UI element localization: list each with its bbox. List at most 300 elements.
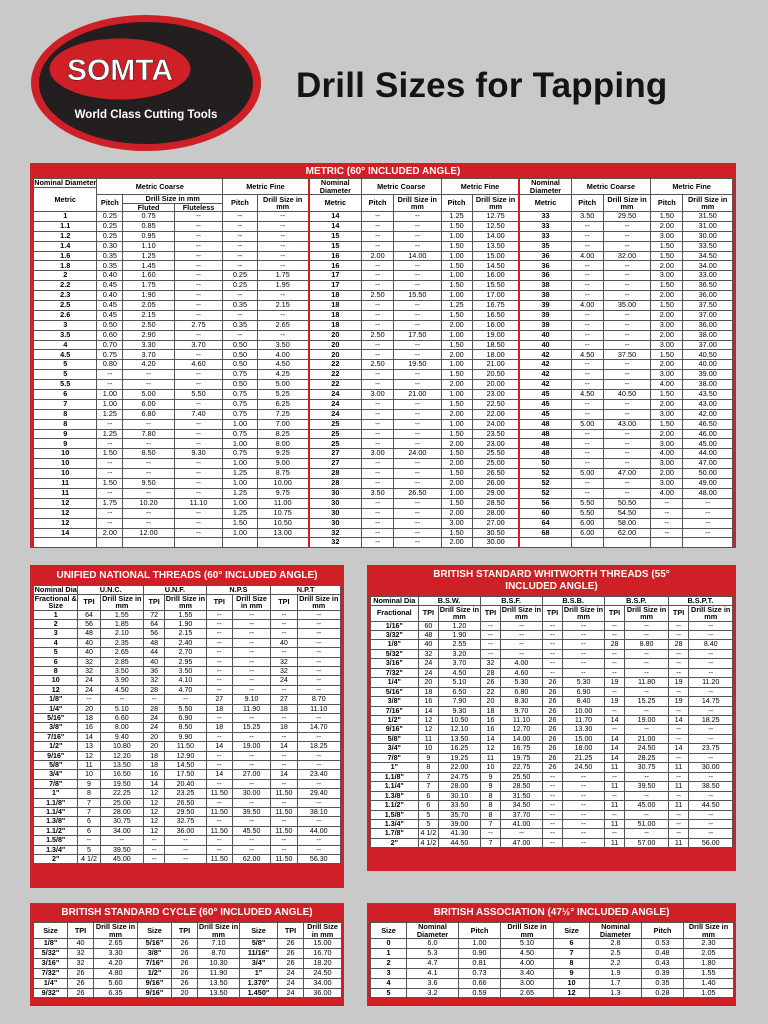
table-cell: 1.25 (97, 429, 123, 439)
unified-table (33, 585, 341, 864)
table-cell: 2.00 (651, 429, 683, 439)
table-cell: -- (232, 666, 270, 675)
table-cell: 5.60 (94, 978, 138, 988)
table-cell: -- (361, 479, 393, 489)
table-cell: 18 (309, 301, 362, 311)
table-cell: -- (174, 330, 222, 340)
table-cell: 32 (309, 538, 362, 548)
table-cell: 10.75 (257, 508, 309, 518)
table-cell: 24 (78, 685, 100, 694)
table-cell: 35.00 (603, 301, 650, 311)
table-cell: 37.70 (501, 810, 542, 819)
table-cell: 14 (309, 212, 362, 222)
table-cell: -- (603, 459, 650, 469)
col-tpi-3: TPI (206, 594, 232, 610)
table-cell: -- (297, 666, 340, 675)
table-cell: 39.50 (100, 845, 143, 854)
table-cell: -- (361, 439, 393, 449)
table-cell: 5.25 (257, 390, 309, 400)
table-cell: 14.00 (472, 231, 519, 241)
table-cell: 1.00 (441, 419, 472, 429)
table-cell: -- (571, 399, 603, 409)
table-cell: 1" (34, 789, 78, 798)
table-cell: 0.85 (123, 221, 175, 231)
table-cell: -- (625, 630, 668, 639)
table-cell: 5 (34, 360, 97, 370)
table-cell: 1 (371, 948, 407, 958)
table-cell: 1.00 (223, 528, 257, 538)
table-cell: 4.00 (501, 958, 554, 968)
table-cell: 44 (144, 648, 165, 657)
table-cell: 2.00 (441, 479, 472, 489)
table-cell: -- (297, 713, 340, 722)
table-cell: 28.00 (472, 508, 519, 518)
bsw-panel (367, 565, 736, 871)
table-cell: 2.95 (165, 657, 206, 666)
table-cell: -- (174, 459, 222, 469)
table-cell: -- (604, 810, 625, 819)
table-cell: -- (174, 291, 222, 301)
table-cell: -- (174, 251, 222, 261)
table-cell: 10 (78, 770, 100, 779)
table-row (34, 808, 341, 817)
table-cell: 40.50 (683, 350, 733, 360)
table-cell: 41.00 (501, 820, 542, 829)
table-row (34, 836, 341, 845)
table-cell: 4.50 (257, 360, 309, 370)
table-cell: 14 (604, 753, 625, 762)
table-cell: 7/16" (371, 706, 419, 715)
table-cell: 7/8" (34, 779, 78, 788)
table-cell: 0.43 (642, 958, 684, 968)
table-cell: -- (394, 350, 441, 360)
table-cell (651, 538, 683, 548)
table-cell: 42 (519, 370, 571, 380)
table-row (34, 221, 733, 231)
table-cell: 1.50 (441, 498, 472, 508)
table-cell: 1.50 (441, 261, 472, 271)
table-row (34, 449, 733, 459)
table-cell: -- (361, 310, 393, 320)
table-cell: 2.35 (100, 638, 143, 647)
table-cell (174, 538, 222, 548)
table-cell: 7 (34, 399, 97, 409)
table-cell: 43.00 (603, 419, 650, 429)
table-cell: 1.1/2" (34, 826, 78, 835)
table-cell: -- (668, 829, 689, 838)
table-cell: -- (361, 409, 393, 419)
table-row (34, 380, 733, 390)
table-cell: -- (361, 429, 393, 439)
table-row (34, 676, 341, 685)
table-cell: -- (97, 469, 123, 479)
table-cell: 47.00 (603, 469, 650, 479)
table-cell: 1.3/4" (371, 820, 419, 829)
table-cell: 0.75 (97, 350, 123, 360)
table-cell: 14 (206, 770, 232, 779)
table-row (371, 958, 734, 968)
table-cell: 47.00 (683, 459, 733, 469)
table-cell: 14.00 (394, 251, 441, 261)
table-cell: 5.10 (439, 678, 480, 687)
table-cell: 35.70 (439, 810, 480, 819)
table-cell: 33 (519, 212, 571, 222)
table-cell: 26 (172, 958, 198, 968)
table-cell: 2.70 (165, 648, 206, 657)
table-cell: -- (78, 695, 100, 704)
table-cell: -- (271, 817, 297, 826)
table-row (34, 695, 341, 704)
table-row (34, 988, 342, 998)
table-cell: 4.50 (571, 390, 603, 400)
table-cell: 32 (68, 958, 94, 968)
table-cell: 28 (144, 704, 165, 713)
table-cell: -- (97, 370, 123, 380)
table-row (34, 320, 733, 330)
table-cell: 1.00 (223, 479, 257, 489)
table-cell: 7 (418, 772, 439, 781)
table-cell: 37.00 (683, 310, 733, 320)
table-cell: 10.20 (123, 498, 175, 508)
table-cell: 2.5 (590, 948, 642, 958)
table-cell: 2.05 (123, 301, 175, 311)
table-cell: 0.73 (459, 968, 501, 978)
table-cell: 18.50 (472, 340, 519, 350)
table-row (34, 459, 733, 469)
table-cell: 2.00 (651, 291, 683, 301)
table-cell: -- (394, 261, 441, 271)
table-cell: 1.9 (590, 968, 642, 978)
table-cell: 15.50 (472, 281, 519, 291)
table-cell: 30 (309, 518, 362, 528)
table-cell: -- (97, 459, 123, 469)
table-cell (257, 538, 309, 548)
table-cell: -- (651, 518, 683, 528)
table-cell: -- (625, 725, 668, 734)
table-cell: 11 (604, 820, 625, 829)
table-cell: 1.00 (441, 231, 472, 241)
table-cell: 5/16" (138, 939, 172, 949)
table-cell: -- (394, 320, 441, 330)
table-cell: 9.50 (123, 479, 175, 489)
table-cell: 3/4" (34, 770, 78, 779)
table-row (34, 251, 733, 261)
table-cell: -- (394, 439, 441, 449)
table-cell: 16.75 (501, 744, 542, 753)
table-cell: 2.00 (651, 261, 683, 271)
table-row (371, 948, 734, 958)
table-cell: 33 (519, 221, 571, 231)
table-cell: 10.50 (439, 716, 480, 725)
table-cell: 1.1/4" (371, 782, 419, 791)
table-cell: 12 (144, 808, 165, 817)
col-bsb: B.S.B. (542, 597, 604, 606)
table-cell: 11.50 (271, 789, 297, 798)
table-cell: 1.25 (123, 251, 175, 261)
table-cell: 12.20 (100, 751, 143, 760)
table-cell: 1/2" (371, 716, 419, 725)
table-cell: 10 (34, 469, 97, 479)
table-cell: 5.10 (100, 704, 143, 713)
table-cell: -- (603, 271, 650, 281)
table-cell: 2.2 (34, 281, 97, 291)
table-cell: -- (394, 370, 441, 380)
table-cell: 28 (604, 640, 625, 649)
col-nominal: Nominal Dia (34, 585, 77, 594)
table-cell: 18.25 (689, 716, 733, 725)
table-cell: 2.00 (651, 330, 683, 340)
table-cell: 13.50 (198, 988, 240, 998)
table-cell: 1.00 (441, 291, 472, 301)
table-cell: 10 (34, 676, 78, 685)
table-cell: 2.75 (174, 320, 222, 330)
table-cell: 4 1/2 (78, 855, 100, 864)
table-cell: 0.66 (459, 978, 501, 988)
table-row (34, 657, 341, 666)
table-cell: -- (571, 370, 603, 380)
table-cell: 43.50 (683, 390, 733, 400)
table-cell: -- (571, 281, 603, 291)
table-cell: -- (257, 221, 309, 231)
table-cell: 5 (78, 845, 100, 854)
table-cell: 11 (668, 801, 689, 810)
table-cell: 11.50 (271, 855, 297, 864)
table-cell: -- (603, 439, 650, 449)
col-metric-2: Metric (309, 195, 362, 212)
col-size-2: Size (138, 923, 172, 939)
table-cell: 1.50 (441, 281, 472, 291)
table-cell: 6.50 (439, 687, 480, 696)
table-cell: 0.28 (642, 988, 684, 998)
table-cell: 58.00 (603, 518, 650, 528)
table-cell: -- (174, 350, 222, 360)
table-row (34, 732, 341, 741)
table-cell: 27.00 (232, 770, 270, 779)
table-cell: -- (232, 685, 270, 694)
table-cell: 64 (519, 518, 571, 528)
table-cell: 2.10 (100, 629, 143, 638)
table-cell: -- (297, 676, 340, 685)
table-cell: -- (223, 291, 257, 301)
table-cell: -- (571, 449, 603, 459)
table-cell: 4.70 (165, 685, 206, 694)
table-cell: 11/16" (240, 948, 278, 958)
table-cell: -- (668, 734, 689, 743)
table-cell: -- (394, 301, 441, 311)
table-cell: -- (97, 518, 123, 528)
table-cell: 4.5 (34, 350, 97, 360)
table-cell: 30.75 (100, 817, 143, 826)
table-cell: 7.80 (123, 429, 175, 439)
table-cell: 30.75 (625, 763, 668, 772)
table-cell: -- (361, 281, 393, 291)
col-drill: Drill Size in mm (100, 594, 143, 610)
table-cell: 8 (34, 419, 97, 429)
table-cell: -- (604, 687, 625, 696)
table-cell: 5/16" (34, 713, 78, 722)
table-cell: 26.00 (472, 479, 519, 489)
table-cell: 2.65 (257, 320, 309, 330)
col-tpi-4: TPI (604, 605, 625, 621)
table-cell: 26 (172, 948, 198, 958)
table-cell: 30 (309, 488, 362, 498)
table-cell: 2.00 (441, 508, 472, 518)
table-cell: -- (257, 330, 309, 340)
col-tpi-2: TPI (480, 605, 501, 621)
ba-table (370, 922, 734, 998)
table-cell: 18 (144, 751, 165, 760)
table-cell: 3/4" (240, 958, 278, 968)
col-pitch-2: Pitch (361, 195, 393, 212)
table-cell: 5.00 (257, 380, 309, 390)
table-cell: -- (604, 829, 625, 838)
table-cell: -- (563, 829, 604, 838)
table-cell: 0.35 (97, 261, 123, 271)
table-cell: -- (604, 630, 625, 639)
table-cell: -- (174, 469, 222, 479)
table-cell: 14 (480, 734, 501, 743)
table-cell: 11.70 (563, 716, 604, 725)
table-cell: 3.50 (361, 488, 393, 498)
table-cell: -- (563, 668, 604, 677)
table-cell: 4.10 (165, 676, 206, 685)
table-cell: 9 (34, 429, 97, 439)
table-cell: 0.53 (642, 939, 684, 949)
table-cell: -- (271, 761, 297, 770)
table-cell: 8 (480, 791, 501, 800)
table-cell: 27 (309, 459, 362, 469)
table-cell: 8.40 (689, 640, 733, 649)
table-cell: 1.7 (590, 978, 642, 988)
table-cell: -- (651, 508, 683, 518)
table-cell (223, 538, 257, 548)
table-cell: 48 (519, 419, 571, 429)
table-cell: 5.5 (34, 380, 97, 390)
table-cell: -- (571, 488, 603, 498)
table-cell: -- (394, 498, 441, 508)
table-cell: 13.30 (563, 725, 604, 734)
metric-panel (30, 163, 736, 548)
table-cell: -- (542, 630, 563, 639)
table-cell: 12 (78, 751, 100, 760)
table-cell: 1.50 (651, 212, 683, 222)
table-cell: -- (604, 649, 625, 658)
col-metric-3: Metric (519, 195, 571, 212)
table-cell: 12 (418, 725, 439, 734)
table-cell: 2.8 (590, 939, 642, 949)
table-row (34, 845, 341, 854)
table-cell: 2" (371, 838, 419, 847)
table-cell: -- (257, 291, 309, 301)
table-cell: 9/16" (138, 978, 172, 988)
table-row (34, 723, 341, 732)
table-cell: 0.50 (223, 360, 257, 370)
table-cell: -- (297, 779, 340, 788)
table-row (371, 659, 733, 668)
col-fine-pitch-3: Pitch (651, 195, 683, 212)
table-cell: -- (97, 380, 123, 390)
table-cell: 4.00 (651, 380, 683, 390)
col-tpi-3: TPI (278, 923, 304, 939)
table-cell: 1.00 (441, 360, 472, 370)
table-cell: 24 (309, 399, 362, 409)
table-cell: -- (603, 449, 650, 459)
table-cell: -- (689, 810, 733, 819)
table-cell: 23.50 (472, 429, 519, 439)
table-cell: 26 (68, 978, 94, 988)
table-cell: 12.10 (439, 725, 480, 734)
table-cell: 68 (519, 528, 571, 538)
table-cell: 23.00 (472, 390, 519, 400)
table-row (371, 706, 733, 715)
table-row (371, 810, 733, 819)
table-cell: -- (361, 320, 393, 330)
table-cell: 1.75 (123, 281, 175, 291)
table-cell: 3/16" (34, 958, 68, 968)
table-cell: 30.00 (689, 763, 733, 772)
table-row (371, 801, 733, 810)
table-cell: -- (603, 231, 650, 241)
col-frac: Fractional & Size (34, 594, 77, 610)
table-cell: 2.00 (651, 221, 683, 231)
table-row (371, 725, 733, 734)
table-cell: 8 (418, 763, 439, 772)
table-cell: 4.7 (407, 958, 459, 968)
table-cell: 1.85 (100, 619, 143, 628)
table-cell: -- (501, 829, 542, 838)
col-metric: Metric (34, 187, 97, 212)
table-cell: 10.80 (100, 742, 143, 751)
col-tpi-4: TPI (271, 594, 297, 610)
table-cell: 24.50 (625, 744, 668, 753)
table-cell: -- (232, 619, 270, 628)
table-cell: 50 (519, 459, 571, 469)
table-cell: 3.40 (501, 968, 554, 978)
table-cell: 9 (418, 753, 439, 762)
table-cell: 8 (480, 801, 501, 810)
table-cell: 3.00 (651, 340, 683, 350)
table-cell: 1.00 (97, 399, 123, 409)
table-cell: 48 (519, 429, 571, 439)
table-cell: 2.2 (590, 958, 642, 968)
table-cell: 22.00 (472, 409, 519, 419)
table-cell: 2.50 (361, 330, 393, 340)
table-cell: -- (480, 649, 501, 658)
table-cell: 13.50 (100, 761, 143, 770)
table-cell: -- (603, 488, 650, 498)
table-cell: 64 (144, 619, 165, 628)
table-cell: -- (625, 810, 668, 819)
table-cell: 8.50 (165, 723, 206, 732)
table-cell: -- (563, 772, 604, 781)
table-cell: 1 (34, 212, 97, 222)
cycle-title: BRITISH STANDARD CYCLE (60° INCLUDED ANGLE) (61, 907, 313, 918)
table-cell: 6 (34, 390, 97, 400)
table-cell: -- (394, 429, 441, 439)
col-drill-2: Drill Size in mm (165, 594, 206, 610)
table-cell: -- (232, 629, 270, 638)
table-cell: -- (361, 340, 393, 350)
table-cell: 39.00 (439, 820, 480, 829)
table-cell: 24.00 (394, 449, 441, 459)
table-cell: 12 (34, 508, 97, 518)
col-bsf: B.S.F. (480, 597, 542, 606)
table-cell: 2.15 (257, 301, 309, 311)
table-row (34, 439, 733, 449)
table-cell: 24.00 (472, 419, 519, 429)
table-cell: -- (232, 751, 270, 760)
table-cell: 26 (542, 678, 563, 687)
